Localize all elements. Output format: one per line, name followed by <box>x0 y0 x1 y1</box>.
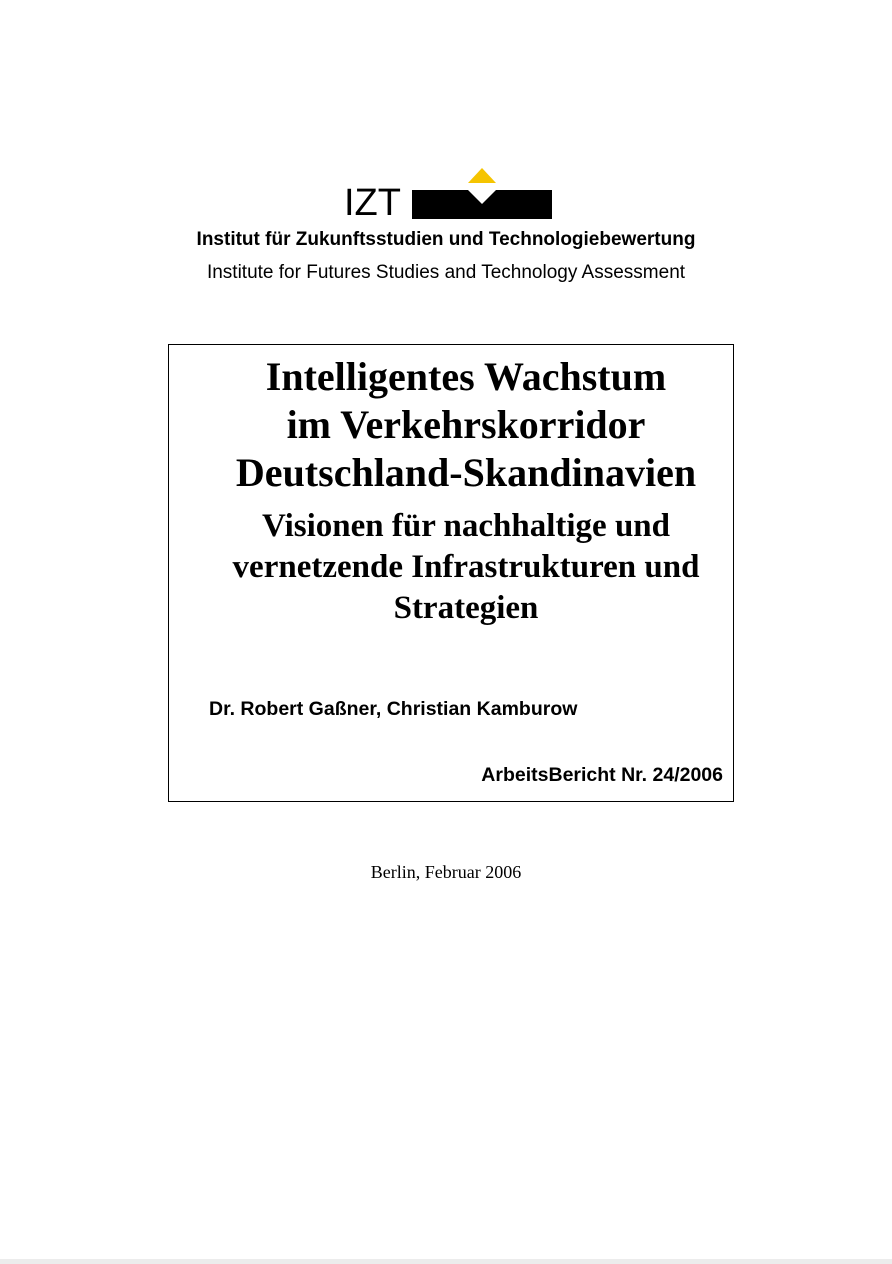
authors: Dr. Robert Gaßner, Christian Kamburow <box>209 698 578 720</box>
main-title <box>168 353 764 497</box>
sub-title-line-1: Visionen für nachhaltige und <box>261 508 671 544</box>
main-title-line-2: im Verkehrskorridor <box>286 402 646 447</box>
logo-mark-icon <box>412 166 552 222</box>
sub-title-line-3: Strategien <box>393 590 539 626</box>
page-edge <box>0 1259 892 1264</box>
main-title-line-1: Intelligentes Wachstum <box>265 354 667 399</box>
institute-name-en: Institute for Futures Studies and Technology Assessment <box>206 262 686 283</box>
sub-title <box>168 506 764 629</box>
izt-logo <box>340 166 555 222</box>
main-title-line-3: Deutschland-Skandinavien <box>235 450 697 495</box>
logo-text: IZT <box>344 182 401 224</box>
report-number: ArbeitsBericht Nr. 24/2006 <box>481 764 723 786</box>
institute-name-de: Institut für Zukunftsstudien und Technologiebewertung <box>196 229 696 250</box>
sub-title-line-2: vernetzende Infrastrukturen und <box>232 549 700 585</box>
place-date: Berlin, Februar 2006 <box>370 862 522 882</box>
